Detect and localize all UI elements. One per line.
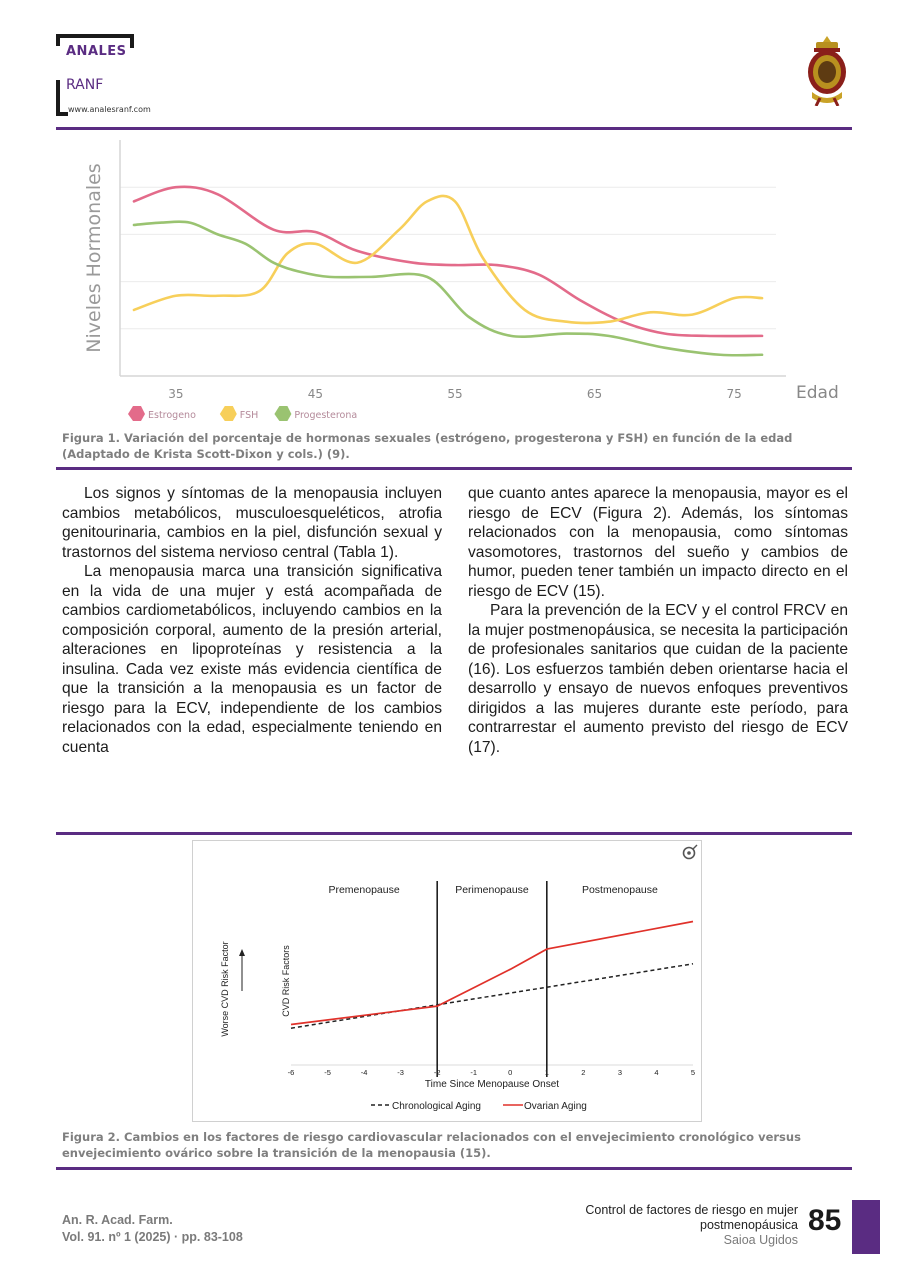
legend-entry	[274, 406, 357, 421]
x-tick-label: 5	[690, 1068, 696, 1077]
body-rule	[56, 832, 852, 835]
settings-icon-core	[687, 851, 691, 855]
figure1-caption: Figura 1. Variación del porcentaje de hormonas sexuales (estrógeno, progesterona y FSH) en función de la edad (Adaptado de Krista Scott-Dixon y cols.) (9).	[62, 431, 793, 461]
phase-label: Postmenopause	[581, 884, 658, 896]
legend-entry	[503, 1101, 587, 1112]
legend-entry	[371, 1101, 481, 1112]
x-axis-label: Edad	[796, 383, 839, 403]
footer-author: Saioa Ugidos	[723, 1233, 798, 1247]
x-tick-label: -3	[397, 1068, 404, 1077]
figure2-frame	[192, 840, 702, 1122]
logo-ranf-text: RANF	[66, 77, 104, 93]
series-line-fsh	[134, 196, 762, 323]
x-tick-label: 35	[168, 387, 184, 401]
phase-label: Perimenopause	[455, 884, 529, 896]
body-paragraph: Los signos y síntomas de la menopausia incluyen cambios metabólicos, musculoesqueléticos, atrofia genitourinaria, cambios en la piel, disfunción sexual y trastornos del sistema nervioso central (Tabla 1).	[62, 485, 442, 561]
legend-entry	[128, 406, 196, 421]
figure2-rule	[56, 1167, 852, 1170]
logo-anales-text: ANALES	[66, 44, 127, 59]
body-column-left	[62, 484, 442, 757]
hormone-levels-chart	[56, 134, 852, 424]
x-axis-label: Time Since Menopause Onset	[424, 1079, 560, 1090]
figure2-caption: Figura 2. Cambios en los factores de riesgo cardiovascular relacionados con el envejecimiento cronológico versus envejecimiento ovárico sobre la transición de la menopausia (15).	[62, 1130, 801, 1160]
footer-journal: An. R. Acad. Farm.	[62, 1213, 173, 1227]
x-tick-label: 55	[447, 387, 463, 401]
x-tick-label: 65	[586, 387, 603, 401]
x-tick-label: 2	[581, 1068, 586, 1077]
body-column-right	[468, 484, 848, 757]
legend-swatch	[220, 406, 237, 421]
settings-icon-tick	[693, 845, 697, 849]
x-tick-label: -2	[433, 1068, 441, 1077]
settings-icon	[684, 845, 698, 859]
body-paragraph: Para la prevención de la ECV y el control FRCV en la mujer postmenopáusica, se necesita la participación de profesionales sanitarios que cuidan de la paciente (16). Los esfuerzos también deben orientarse hacia el desarrollo y ensayo de nuevos enfoques preventivos dirigidos a las mujeres durante este período, para contrarrestar el aumento previsto del riesgo de ECV (17).	[468, 602, 848, 756]
footer-volume: Vol. 91. nº 1 (2025) · pp. 83-108	[62, 1230, 243, 1244]
legend-label: FSH	[239, 410, 259, 421]
x-tick-label: 1	[544, 1068, 549, 1077]
phase-label: Premenopause	[328, 884, 400, 896]
footer-citation	[62, 1212, 243, 1246]
x-tick-label: 75	[726, 387, 742, 401]
page-number: 85	[808, 1204, 842, 1237]
x-tick-label: -5	[324, 1068, 331, 1077]
x-tick-label: -4	[360, 1068, 368, 1077]
cvd-risk-chart	[193, 841, 701, 1121]
footer-running-title	[520, 1203, 798, 1248]
x-tick-label: -1	[470, 1068, 478, 1077]
legend-swatch	[274, 406, 291, 421]
legend-label: Progesterona	[294, 410, 358, 421]
body-paragraph: que cuanto antes aparece la menopausia, mayor es el riesgo de ECV (Figura 2). Además, los síntomas relacionados con la menopausia, como síntomas vasomotores, trastornos del sueño y cambios de humor, pueden tener también un impacto directo en el riesgo de ECV (15).	[468, 485, 848, 600]
body-paragraph: La menopausia marca una transición significativa en la vida de una mujer y está acompañada de cambios cardiometabólicos, incluyendo cambios en la composición corporal, aumento de la presión arterial, alteraciones en lipoproteínas y resistencia a la insulina. Cada vez existe más evidencia científica de que la transición a la menopausia es un factor de riesgo para la ECV, independiente de los cambios relacionados con la edad, especialmente teniendo en cuenta	[62, 563, 442, 756]
header-rule	[56, 127, 852, 130]
x-tick-label: 4	[654, 1068, 659, 1077]
footer-title-line2: postmenopáusica	[700, 1218, 798, 1232]
legend-swatch	[128, 406, 145, 421]
journal-url: www.analesranf.com	[68, 105, 151, 114]
academy-crest-icon	[804, 34, 850, 106]
arrow-head	[239, 949, 245, 956]
x-tick-label: 45	[307, 387, 324, 401]
x-tick-label: 0	[508, 1068, 513, 1077]
legend-entry	[220, 406, 258, 421]
figure1-rule	[56, 467, 852, 470]
footer-title-line1: Control de factores de riesgo en mujer	[585, 1203, 798, 1217]
x-tick-label: 3	[617, 1068, 622, 1077]
y-axis-label: Niveles Hormonales	[83, 163, 105, 353]
legend-label: Ovarian Aging	[524, 1101, 587, 1112]
series-line-chronological-aging	[291, 964, 693, 1028]
y-axis-label: CVD Risk Factors	[281, 945, 291, 1017]
legend-label: Estrogeno	[148, 410, 196, 421]
side-axis-label: Worse CVD Risk Factor	[220, 941, 230, 1037]
legend-label: Chronological Aging	[392, 1101, 481, 1112]
x-tick-label: -6	[287, 1068, 295, 1077]
page-tab-marker	[852, 1200, 880, 1254]
